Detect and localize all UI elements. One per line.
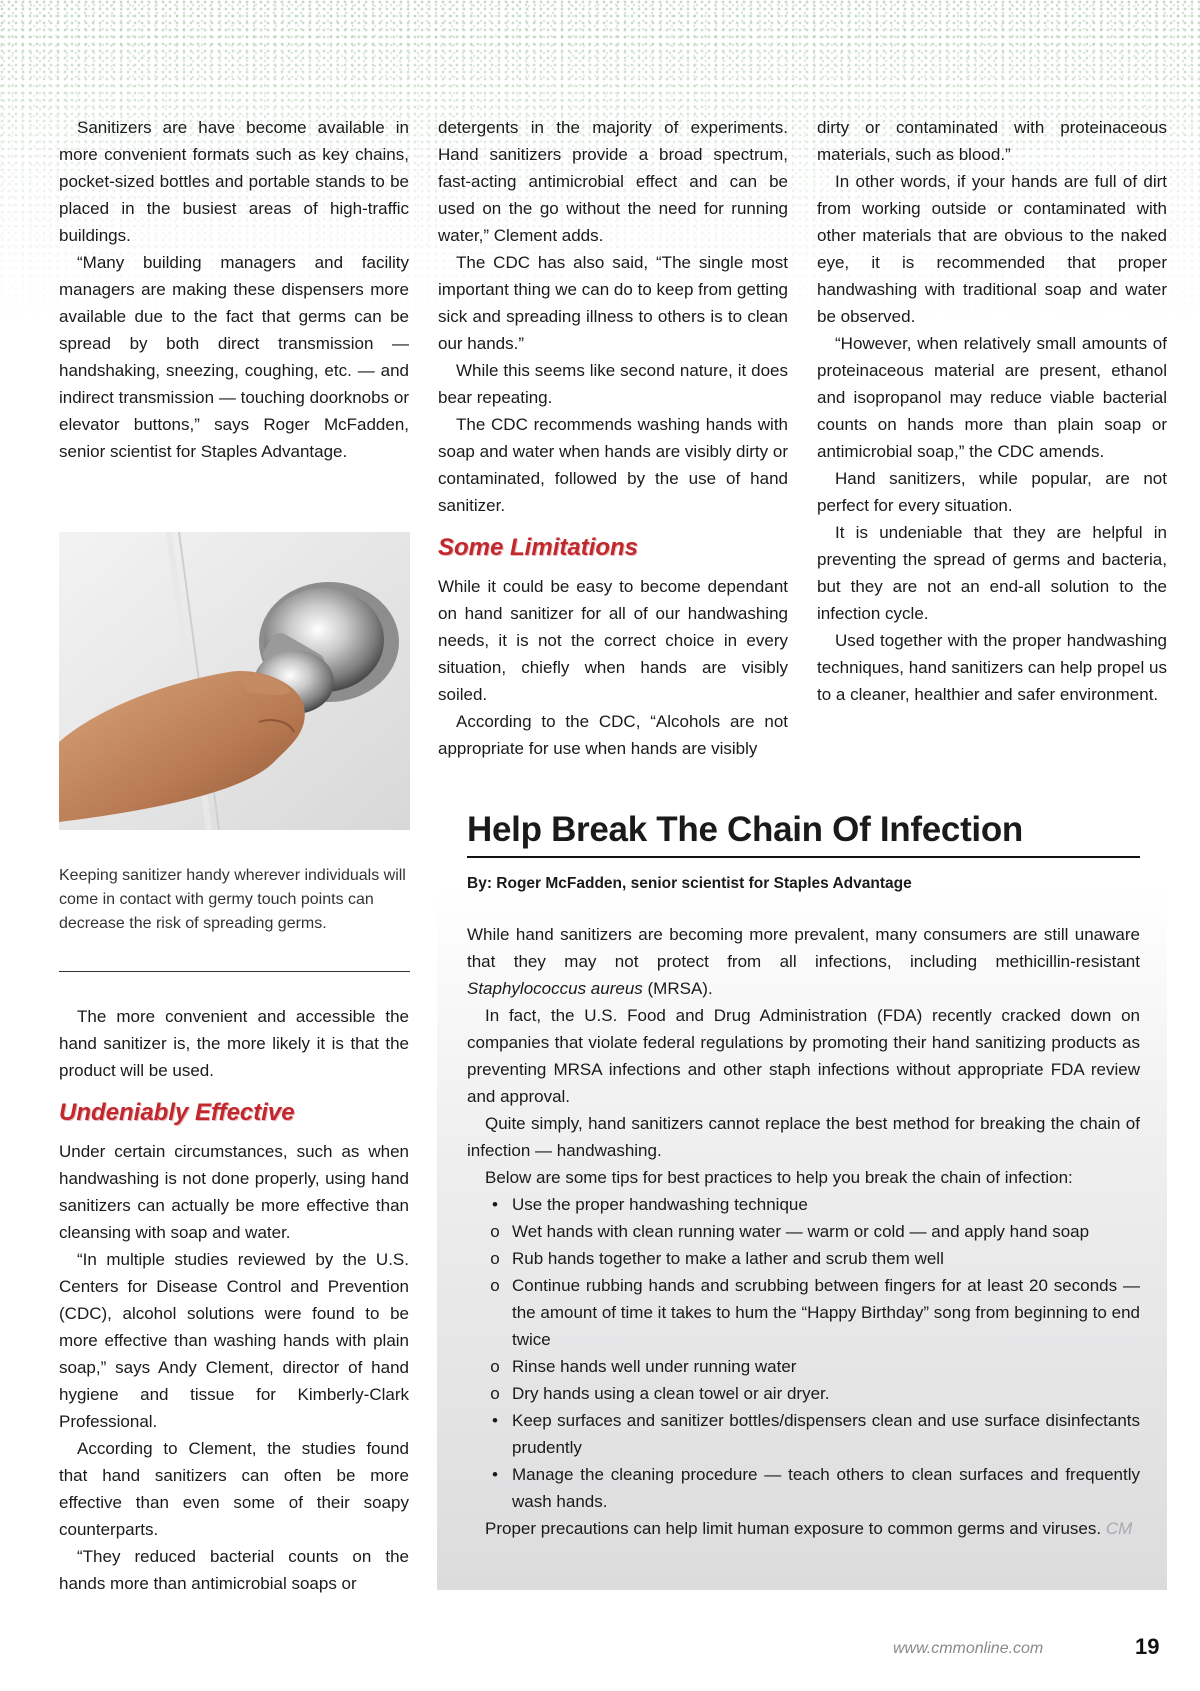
paragraph: The more convenient and accessible the hand sanitizer is, the more likely it is that the product will be used.: [59, 1007, 409, 1080]
bullet-marker: o: [490, 1384, 500, 1403]
paragraph: In fact, the U.S. Food and Drug Administration (FDA) recently cracked down on companies that violate federal regulations by promoting their hand sanitizing products as preventing MRSA infections and other staph infections without appropriate FDA review and approval.: [467, 1006, 1140, 1106]
tip-item: • Manage the cleaning procedure — teach others to clean surfaces and frequently wash hands.: [467, 1461, 1140, 1515]
tip-item: o Rub hands together to make a lather and scrub them well: [467, 1245, 1140, 1272]
bullet-marker: o: [490, 1276, 500, 1295]
bullet-marker: •: [492, 1465, 498, 1484]
section-heading-undeniably-effective: Undeniably Effective: [59, 1099, 295, 1126]
paragraph: “However, when relatively small amounts of proteinaceous material are present, ethanol and isopropanol may reduce viable bacterial counts on hands more than plain soap or antimicrobial soap,” the CDC amends.: [817, 334, 1167, 461]
article-column-2: [438, 114, 788, 762]
sidebar-title: Help Break The Chain Of Infection: [467, 808, 1140, 858]
paragraph: “Many building managers and facility managers are making these dispensers more available due to the fact that germs can be spread by both direct transmission — handshaking, sneezing, coughing, etc. — and indirect transmission — touching doorknobs or elevator buttons,” says Roger McFadden, senior scientist for Staples Advantage.: [59, 253, 409, 461]
page-number: 19: [1135, 1634, 1160, 1659]
paragraph: In other words, if your hands are full of dirt from working outside or contaminated with other materials that are obvious to the naked eye, it is recommended that proper handwashing with traditional soap and water be observed.: [817, 172, 1167, 326]
tip-item: • Keep surfaces and sanitizer bottles/dispensers clean and use surface disinfectants prudently: [467, 1407, 1140, 1461]
paragraph: According to the CDC, “Alcohols are not appropriate for use when hands are visibly: [438, 712, 788, 758]
paragraph: Below are some tips for best practices to help you break the chain of infection:: [485, 1168, 1073, 1187]
tip-item: o Dry hands using a clean towel or air dryer.: [467, 1380, 1140, 1407]
article-column-3: [817, 114, 1167, 708]
tip-item: • Use the proper handwashing technique: [467, 1191, 1140, 1218]
doorknob-photo: [59, 532, 410, 830]
italic-species-name: Staphylococcus aureus: [467, 979, 643, 998]
paragraph: Under certain circumstances, such as when handwashing is not done properly, using hand sanitizers can actually be more effective than cleansing with soap and water.: [59, 1142, 409, 1242]
paragraph: Proper precautions can help limit human exposure to common germs and viruses. CM: [485, 1519, 1133, 1538]
footer-website-url: www.cmmonline.com: [893, 1640, 1044, 1657]
bullet-marker: o: [490, 1357, 500, 1376]
paragraph: dirty or contaminated with proteinaceous materials, such as blood.”: [817, 118, 1167, 164]
paragraph: The CDC has also said, “The single most important thing we can do to keep from getting sick and spreading illness to others is to clean our hands.”: [438, 253, 788, 353]
paragraph: While it could be easy to become dependant on hand sanitizer for all of our handwashing needs, it is not the correct choice in every situation, chiefly when hands are visibly soiled.: [438, 577, 788, 704]
end-mark: CM: [1105, 1519, 1133, 1538]
bullet-marker: o: [490, 1222, 500, 1241]
paragraph: While this seems like second nature, it does bear repeating.: [438, 361, 788, 407]
paragraph: The CDC recommends washing hands with soap and water when hands are visibly dirty or contaminated, followed by the use of hand sanitizer.: [438, 415, 788, 515]
paragraph: Sanitizers are have become available in more convenient formats such as key chains, pocket-sized bottles and portable stands to be placed in the busiest areas of high-traffic buildings.: [59, 118, 409, 245]
bullet-marker: •: [492, 1411, 498, 1430]
paragraph: It is undeniable that they are helpful in preventing the spread of germs and bacteria, but they are not an end-all solution to the infection cycle.: [817, 523, 1167, 623]
tip-item: o Rinse hands well under running water: [467, 1353, 1140, 1380]
section-heading-some-limitations: Some Limitations: [438, 534, 639, 561]
caption-divider: [59, 971, 410, 972]
photo-caption: Keeping sanitizer handy wherever individuals will come in contact with germy touch points can decrease the risk of spreading germs.: [59, 867, 406, 932]
article-column-1-continued: [59, 1003, 409, 1597]
paragraph: detergents in the majority of experiments. Hand sanitizers provide a broad spectrum, fast-acting antimicrobial effect and can be used on the go without the need for running water,” Clement adds.: [438, 118, 788, 245]
bullet-marker: •: [492, 1195, 498, 1214]
paragraph: While hand sanitizers are becoming more prevalent, many consumers are still unaware that they may not protect from all infections, including methicillin-resistant Staphylococcus aureus (MRSA).: [467, 925, 1140, 998]
article-column-1: [59, 114, 409, 465]
paragraph: “They reduced bacterial counts on the hands more than antimicrobial soaps or: [59, 1547, 409, 1593]
paragraph: According to Clement, the studies found that hand sanitizers can often be more effective than even some of their soapy counterparts.: [59, 1439, 409, 1539]
tip-item: o Wet hands with clean running water — warm or cold — and apply hand soap: [467, 1218, 1140, 1245]
paragraph: “In multiple studies reviewed by the U.S. Centers for Disease Control and Prevention (CDC), alcohol solutions were found to be more effective than washing hands with plain soap,” says Andy Clement, director of hand hygiene and tissue for Kimberly-Clark Professional.: [59, 1250, 409, 1431]
paragraph: Used together with the proper handwashing techniques, hand sanitizers can help propel us to a cleaner, healthier and safer environment.: [817, 631, 1167, 704]
hand-on-doorknob-illustration: [59, 532, 410, 830]
sidebar-body: [467, 921, 1140, 1542]
tip-item: o Continue rubbing hands and scrubbing between fingers for at least 20 seconds — the amount of time it takes to hum the “Happy Birthday” song from beginning to end twice: [467, 1272, 1140, 1353]
bullet-marker: o: [490, 1249, 500, 1268]
paragraph: Hand sanitizers, while popular, are not perfect for every situation.: [817, 469, 1167, 515]
tips-list: [467, 1191, 1140, 1515]
paragraph: Quite simply, hand sanitizers cannot replace the best method for breaking the chain of infection — handwashing.: [467, 1114, 1140, 1160]
sidebar-byline: By: Roger McFadden, senior scientist for Staples Advantage: [467, 875, 912, 892]
